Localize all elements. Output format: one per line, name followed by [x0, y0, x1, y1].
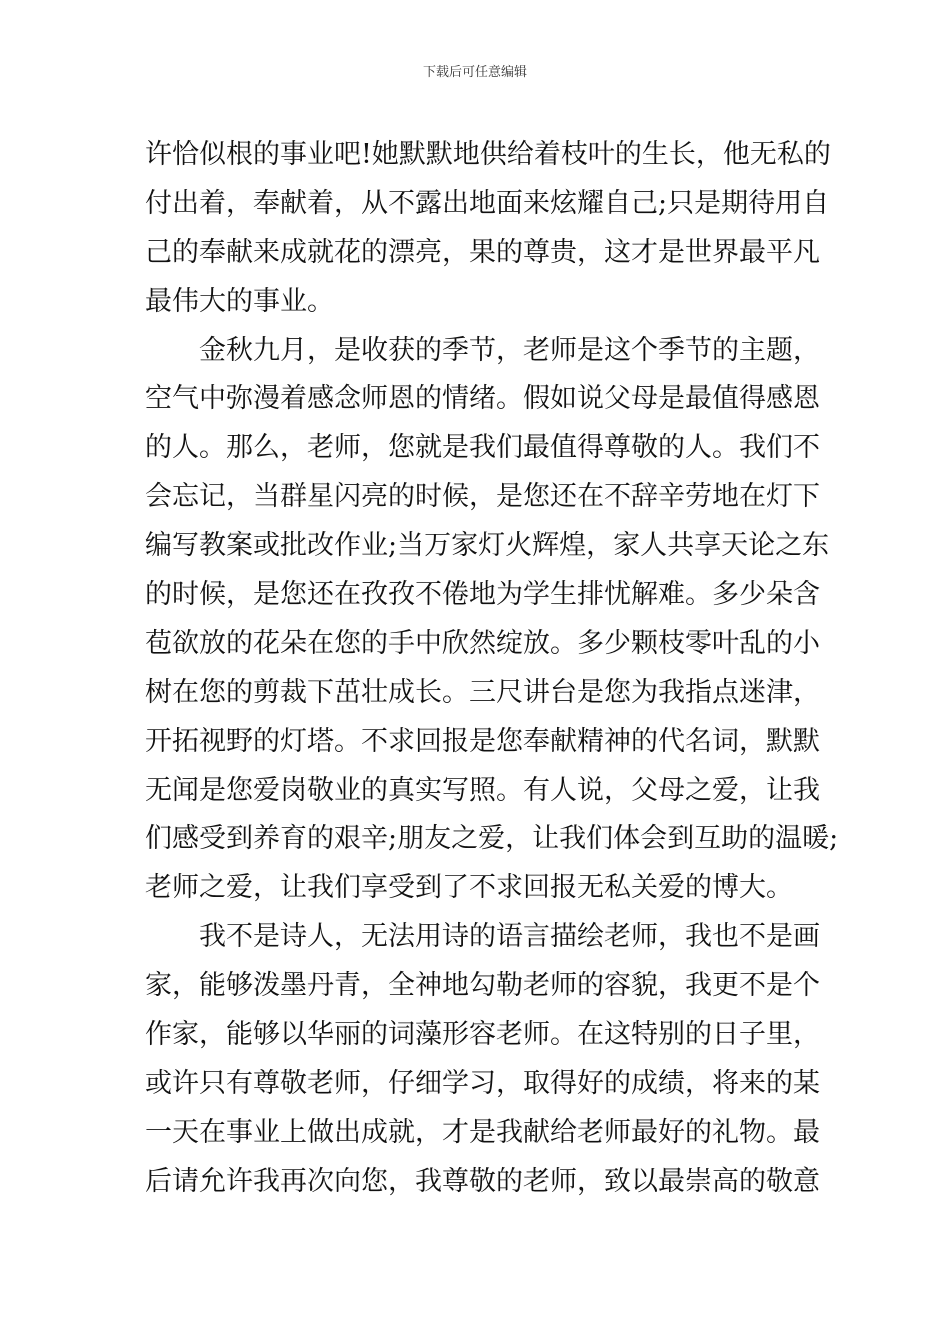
text-line: 老师之爱，让我们享受到了不求回报无私关爱的博大。 — [145, 872, 793, 904]
text-line: 作家，能够以华丽的词藻形容老师。在这特别的日子里， — [145, 1019, 820, 1051]
text-line: 一天在事业上做出成就，才是我献给老师最好的礼物。最 — [145, 1116, 820, 1148]
text-line: 金秋九月，是收获的季节，老师是这个季节的主题， — [199, 334, 820, 366]
text-line: 开拓视野的灯塔。不求回报是您奉献精神的代名词，默默 — [145, 725, 820, 757]
text-line: 付出着，奉献着，从不露出地面来炫耀自己;只是期待用自 — [145, 187, 830, 219]
text-line: 后请允许我再次向您，我尊敬的老师，致以最崇高的敬意 — [145, 1165, 820, 1197]
text-line: 最伟大的事业。 — [145, 285, 334, 317]
document-body — [145, 131, 839, 1207]
text-line: 空气中弥漫着感念师恩的情绪。假如说父母是最值得感恩 — [145, 383, 820, 415]
text-line: 会忘记，当群星闪亮的时候，是您还在不辞辛劳地在灯下 — [145, 481, 820, 513]
text-line: 编写教案或批改作业;当万家灯火辉煌，家人共享天论之东 — [145, 530, 830, 562]
text-line: 树在您的剪裁下茁壮成长。三尺讲台是您为我指点迷津， — [145, 676, 820, 708]
text-line: 家，能够泼墨丹青，全神地勾勒老师的容貌，我更不是个 — [145, 970, 820, 1002]
text-line: 无闻是您爱岗敬业的真实写照。有人说，父母之爱，让我 — [145, 774, 820, 806]
page-header: 下载后可任意编辑 — [422, 65, 527, 80]
text-line: 许恰似根的事业吧!她默默地供给着枝叶的生长，他无私的 — [145, 139, 831, 170]
text-line: 的人。那么，老师，您就是我们最值得尊敬的人。我们不 — [145, 432, 820, 464]
text-line: 们感受到养育的艰辛;朋友之爱，让我们体会到互助的温暖; — [145, 823, 839, 855]
text-line: 或许只有尊敬老师，仔细学习，取得好的成绩，将来的某 — [145, 1067, 820, 1099]
text-line: 的时候，是您还在孜孜不倦地为学生排忧解难。多少朵含 — [145, 579, 820, 611]
text-line: 我不是诗人，无法用诗的语言描绘老师，我也不是画 — [199, 921, 820, 953]
text-line: 苞欲放的花朵在您的手中欣然绽放。多少颗枝零叶乱的小 — [145, 627, 820, 659]
text-line: 己的奉献来成就花的漂亮，果的尊贵，这才是世界最平凡 — [145, 236, 820, 268]
